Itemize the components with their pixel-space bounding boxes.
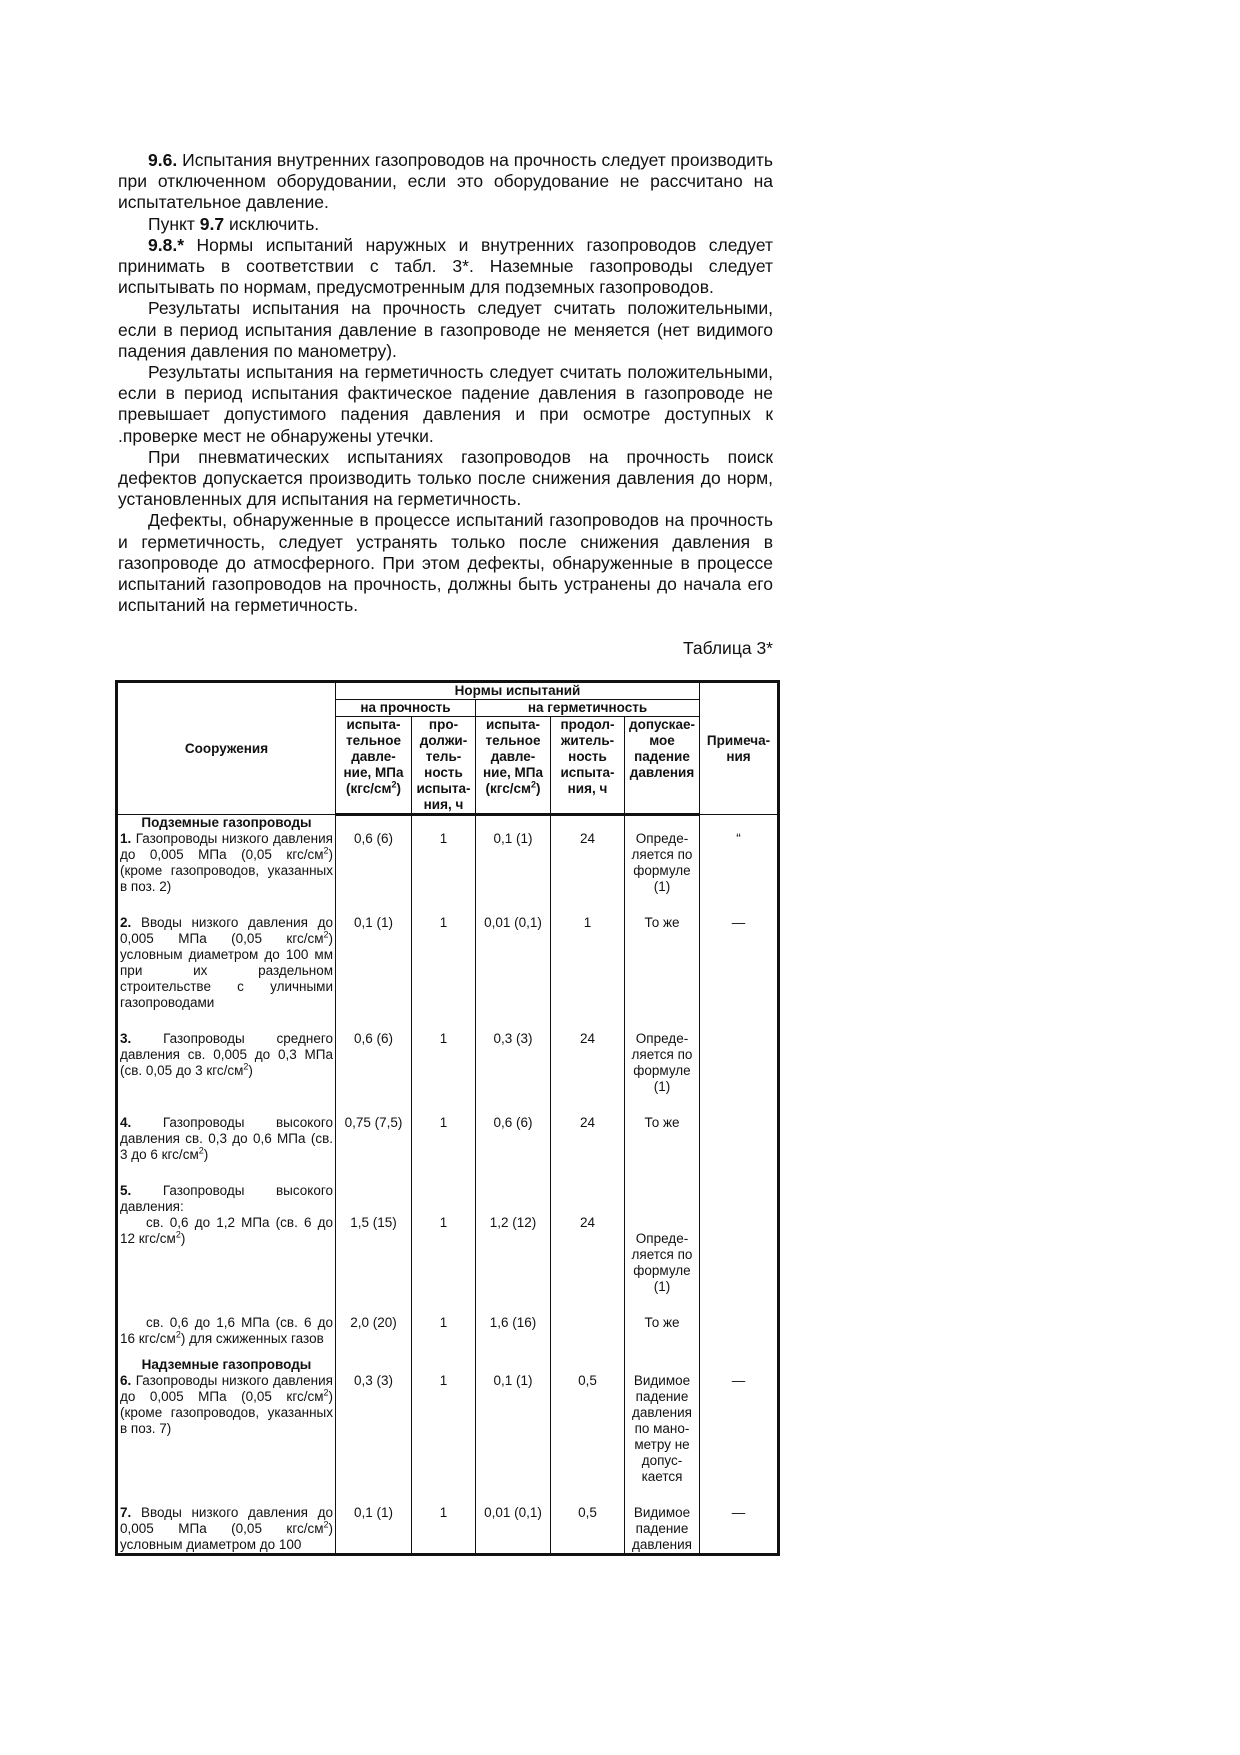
paragraph-9-8	[118, 235, 773, 299]
row-description: 1. Газопроводы низкого давления до 0,005 МПа (0,05 кгс/$см^2$) (кроме газопроводов, указанных в поз. 2)	[117, 831, 336, 915]
row-description: 7. Вводы низкого давления до 0,005 МПа (0,05 кгс/$см^2$) условным диаметром до 100	[117, 1505, 336, 1555]
clause-number: 9.8.*	[148, 234, 184, 255]
tightness-duration: 0,5	[551, 1373, 625, 1505]
strength-pressure: 2,0 (20)	[336, 1315, 412, 1357]
row-description: 3. Газопроводы среднего давления св. 0,005 до 0,3 МПа (св. 0,05 до 3 кгс/$см^2$)	[117, 1031, 336, 1115]
strength-duration: 1	[412, 831, 476, 915]
paragraph-text: Пункт	[148, 213, 195, 234]
row-description: св. 0,6 до 1,6 МПа (св. 6 до 16 кгс/$см^2$) для сжиженных газов	[117, 1315, 336, 1357]
tightness-pressure: 0,1 (1)	[476, 831, 551, 915]
note	[700, 1315, 779, 1357]
row-description: св. 0,6 до 1,2 МПа (св. 6 до 12 кгс/$см^2$)	[117, 1215, 336, 1315]
header-tightness-duration: продол-житель-ность испыта-ния, ч	[551, 717, 625, 815]
strength-duration: 1	[412, 1315, 476, 1357]
paragraph-text: Испытания внутренних газопроводов на прочность следует производить при отключенном оборудовании, если это оборудование не рассчитано на испытательное давление.	[118, 150, 773, 213]
paragraph-pneumatic: При пневматических испытаниях газопроводов на прочность поиск дефектов допускается производить только после снижения давления до норм, установленных для испытания на герметичность.	[118, 446, 773, 510]
allowed-drop: Опреде-ляется по формуле (1)	[625, 831, 700, 915]
header-norms: Нормы испытаний	[336, 682, 700, 700]
table-row	[117, 1505, 779, 1555]
table-row	[117, 1215, 779, 1315]
strength-duration: 1	[412, 915, 476, 1031]
header-tightness-pressure: испыта-тельное давле-ние, МПа $(кгс/см^2)$	[476, 717, 551, 815]
row-description: 5. Газопроводы высокого давления:	[117, 1183, 336, 1215]
section-row	[117, 1357, 779, 1373]
table-row	[117, 1315, 779, 1357]
strength-pressure: 0,3 (3)	[336, 1373, 412, 1505]
tightness-duration: 24	[551, 1115, 625, 1183]
tightness-pressure: 1,6 (16)	[476, 1315, 551, 1357]
allowed-drop: То же	[625, 915, 700, 1031]
allowed-drop: Видимое падение давления	[625, 1505, 700, 1555]
strength-duration: 1	[412, 1505, 476, 1555]
body-text	[118, 150, 773, 616]
tightness-pressure: 0,01 (0,1)	[476, 915, 551, 1031]
allowed-drop: Опреде-ляется по формуле (1)	[625, 1031, 700, 1115]
strength-pressure: 0,75 (7,5)	[336, 1115, 412, 1183]
tightness-duration: 24	[551, 831, 625, 915]
tightness-pressure: 0,6 (6)	[476, 1115, 551, 1183]
table-row	[117, 915, 779, 1031]
paragraph-tightness-results: Результаты испытания на герметичность следует считать положительными, если в период испытания фактическое падение давления в газопроводе не превышает допустимого падения давления и при осмотре доступных к .проверке мест не обнаружены утечки.	[118, 362, 773, 446]
tightness-duration: 24	[551, 1031, 625, 1115]
row-description: 6. Газопроводы низкого давления до 0,005 МПа (0,05 кгс/$см^2$) (кроме газопроводов, указанных в поз. 7)	[117, 1373, 336, 1505]
header-allowed-drop: допускае-мое падение давления	[625, 717, 700, 815]
section-aboveground: Надземные газопроводы	[117, 1357, 336, 1373]
paragraph-9-7	[118, 214, 773, 235]
header-strength-pressure: испыта-тельное давле-ние, МПа $(кгс/см^2)$	[336, 717, 412, 815]
paragraph-strength-results: Результаты испытания на прочность следует считать положительными, если в период испытания давление в газопроводе не меняется (нет видимого падения давления по манометру).	[118, 298, 773, 361]
strength-pressure: 0,6 (6)	[336, 1031, 412, 1115]
strength-duration: 1	[412, 1115, 476, 1183]
table-row	[117, 831, 779, 915]
strength-duration: 1	[412, 1215, 476, 1315]
note	[700, 1215, 779, 1315]
tightness-duration: 0,5	[551, 1505, 625, 1555]
note: —	[700, 915, 779, 1031]
allowed-drop: Видимое падение давления по мано-метру не допус-кается	[625, 1373, 700, 1505]
table-row	[117, 1115, 779, 1183]
clause-number: 9.7	[199, 213, 225, 234]
paragraph-text: исключить.	[228, 213, 320, 234]
table-row	[117, 1183, 779, 1215]
strength-duration: 1	[412, 1373, 476, 1505]
allowed-drop: Опреде-ляется по формуле (1)	[625, 1215, 700, 1315]
tightness-duration: 24	[551, 1215, 625, 1315]
header-structures: Сооружения	[117, 682, 336, 815]
tightness-pressure: 0,3 (3)	[476, 1031, 551, 1115]
tightness-pressure: 0,1 (1)	[476, 1373, 551, 1505]
strength-pressure: 1,5 (15)	[336, 1215, 412, 1315]
header-strength: на прочность	[336, 700, 476, 717]
allowed-drop: То же	[625, 1115, 700, 1183]
strength-pressure: 0,6 (6)	[336, 831, 412, 915]
table-row	[117, 1031, 779, 1115]
paragraph-defects: Дефекты, обнаруженные в процессе испытаний газопроводов на прочность и герметичность, следует устранять только после снижения давления в газопроводе до атмосферного. При этом дефекты, обнаруженные в процессе испытаний газопроводов на прочность, должны быть устранены до начала его испытаний на герметичность.	[118, 510, 773, 616]
row-description: 2. Вводы низкого давления до 0,005 МПа (0,05 кгс/$см^2$) условным диаметром до 100 мм при их раздельном строительстве с уличными газопроводами	[117, 915, 336, 1031]
header-tightness: на герметичность	[476, 700, 700, 717]
clause-number: 9.6.	[148, 150, 178, 170]
strength-duration: 1	[412, 1031, 476, 1115]
table-row	[117, 1373, 779, 1505]
tightness-pressure: 1,2 (12)	[476, 1215, 551, 1315]
tightness-pressure: 0,01 (0,1)	[476, 1505, 551, 1555]
paragraph-text: Нормы испытаний наружных и внутренних газопроводов следует принимать в соответствии с табл. 3*. Наземные газопроводы следует испытывать по нормам, предусмотренным для подземных газопроводов.	[118, 234, 773, 298]
tightness-duration: 1	[551, 915, 625, 1031]
note: —	[700, 1505, 779, 1555]
table-caption: Таблица 3*	[682, 638, 773, 658]
section-underground: Подземные газопроводы	[117, 815, 336, 832]
tightness-duration	[551, 1315, 625, 1357]
strength-pressure: 0,1 (1)	[336, 915, 412, 1031]
note	[700, 1031, 779, 1115]
note: —	[700, 1373, 779, 1505]
note	[700, 1115, 779, 1183]
header-strength-duration: про-должи-тель-ность испыта-ния, ч	[412, 717, 476, 815]
note: “	[700, 831, 779, 915]
header-notes: Примеча-ния	[700, 682, 779, 815]
row-description: 4. Газопроводы высокого давления св. 0,3 до 0,6 МПа (св. 3 до 6 кгс/$см^2$)	[117, 1115, 336, 1183]
section-row	[117, 815, 779, 832]
test-norms-table	[115, 680, 780, 1556]
allowed-drop: То же	[625, 1315, 700, 1357]
paragraph-9-6	[118, 150, 773, 214]
strength-pressure: 0,1 (1)	[336, 1505, 412, 1555]
